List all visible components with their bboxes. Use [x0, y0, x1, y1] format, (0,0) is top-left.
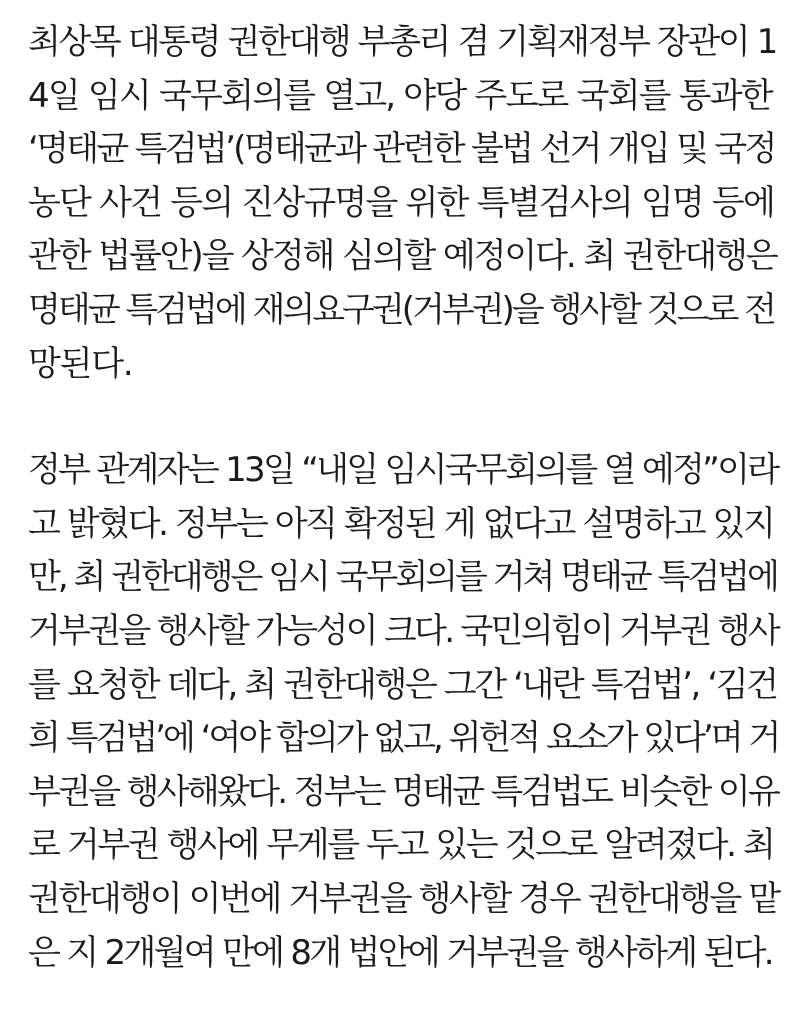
paragraph-line: 명태균 특검법에 재의요구권(거부권)을 행사할 것으로 전: [28, 289, 774, 330]
paragraph-line: 은 지 2개월여 만에 8개 법안에 거부권을 행사하게 된다.: [28, 932, 772, 973]
paragraph-line: ‘명태균 특검법’(명태균과 관련한 불법 선거 개입 및 국정: [28, 129, 775, 170]
paragraph-line: 를 요청한 데다, 최 권한대행은 그간 ‘내란 특검법’, ‘김건: [28, 664, 777, 705]
paragraph-line: 로 거부권 행사에 무게를 두고 있는 것으로 알려졌다. 최: [28, 825, 774, 866]
paragraph-line: 만, 최 권한대행은 임시 국무회의를 거쳐 명태균 특검법에: [28, 557, 777, 598]
paragraph-line: 고 밝혔다. 정부는 아직 확정된 게 없다고 설명하고 있지: [28, 503, 774, 544]
paragraph-line: 희 특검법’에 ‘여야 합의가 없고, 위헌적 요소가 있다’며 거: [28, 718, 779, 759]
paragraph-line: 최상목 대통령 권한대행 부총리 겸 기획재정부 장관이 1: [28, 22, 776, 62]
paragraph-line: 관한 법률안)을 상정해 심의할 예정이다. 최 권한대행은: [28, 236, 777, 277]
paragraph-line: 부권을 행사해왔다. 정부는 명태균 특검법도 비슷한 이유: [28, 771, 779, 812]
paragraph-line: 정부 관계자는 13일 “내일 임시국무회의를 열 예정”이라: [28, 450, 778, 491]
paragraph-2: [28, 444, 780, 980]
paragraph-line: 농단 사건 등의 진상규명을 위한 특별검사의 임명 등에: [28, 182, 775, 223]
article-body: [28, 16, 780, 980]
paragraph-line: 거부권을 행사할 가능성이 크다. 국민의힘이 거부권 행사: [28, 610, 779, 651]
paragraph-spacer: [28, 391, 780, 444]
paragraph-line: 권한대행이 이번에 거부권을 행사할 경우 권한대행을 맡: [28, 878, 779, 919]
paragraph-line: 4일 임시 국무회의를 열고, 야당 주도로 국회를 통과한: [28, 75, 772, 116]
paragraph-line: 망된다.: [28, 343, 133, 384]
paragraph-1: [28, 16, 780, 391]
